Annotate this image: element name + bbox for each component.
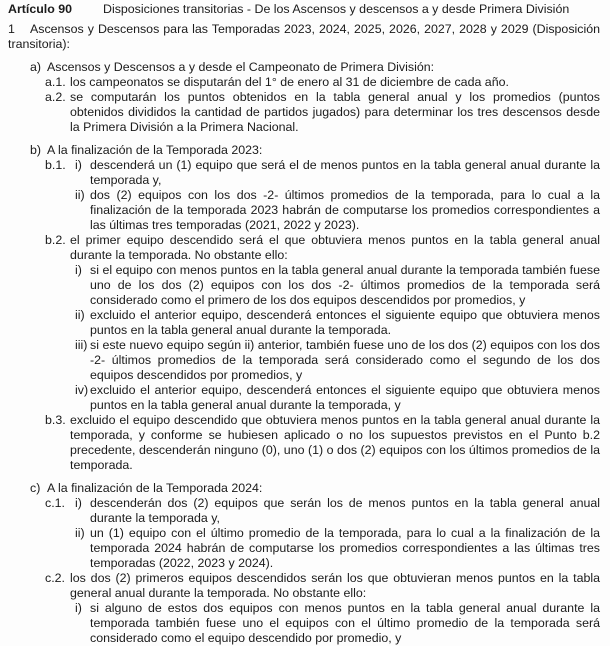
item-b2-sub-iv-marker: iv) <box>75 383 89 397</box>
item-b1-sub-ii-marker: ii) <box>75 188 85 202</box>
item-c1-sub-ii-marker: ii) <box>75 526 85 540</box>
item-b1 <box>45 158 600 233</box>
item-c2 <box>45 571 600 646</box>
item-b1-sub-ii <box>75 188 600 233</box>
item-c2-sub-i-marker: i) <box>75 601 82 615</box>
item-a1-text: los campeonatos se disputarán del 1° de enero al 31 de diciembre de cada año. <box>70 75 509 89</box>
section-b-text: A la finalización de la Temporada 2023: <box>47 143 263 157</box>
item-b2-sub-i <box>75 263 600 308</box>
intro-paragraph <box>8 22 600 52</box>
item-b1-sub-i-text: descenderá un (1) equipo que será el de menos puntos en la tabla general anual durante la temporada y, <box>90 158 600 187</box>
item-b3-text: excluido el equipo descendido que obtuviera menos puntos en la tabla general anual durante la temporada, y conforme se hubiesen aplicado o no los supuestos previstos en el Punto b.2 precedente, descenderán ninguno (0), uno (1) o dos (2) equipos con los últimos promedios de la temporada. <box>70 413 600 472</box>
section-a-heading <box>30 60 600 75</box>
item-c2-marker: c.2. <box>45 571 65 585</box>
item-b3-marker: b.3. <box>45 413 66 427</box>
item-b2-sub-ii <box>75 308 600 338</box>
item-a1 <box>45 75 600 90</box>
section-c <box>8 481 600 646</box>
item-b3 <box>45 413 600 473</box>
item-a2 <box>45 90 600 135</box>
intro-number: 1 <box>8 22 15 36</box>
item-c1-marker: c.1. <box>45 496 65 510</box>
item-c2-text: los dos (2) primeros equipos descendidos serán los que obtuvieran menos puntos en la tabla general anual durante la temporada. No obstante ello: <box>70 571 600 600</box>
section-c-text: A la finalización de la Temporada 2024: <box>47 481 263 495</box>
item-b1-sub-ii-text: dos (2) equipos con los dos -2- últimos promedios de la temporada, para lo cual a la finalización de la temporada 2023 habrán de computarse los promedios correspondientes a las últimas tres temporadas (2021, 2022 y 2023). <box>90 188 600 232</box>
item-c1-sub-i-text: descenderán dos (2) equipos que serán los de menos puntos en la tabla general anual durante la temporada y, <box>90 496 600 525</box>
item-a2-text: se computarán los puntos obtenidos en la tabla general anual y los promedios (puntos obtenidos divididos la cantidad de partidos jugados) para determinar los tres descensos desde la Primera División a la Primera Nacional. <box>70 90 600 134</box>
item-a2-marker: a.2. <box>45 90 66 104</box>
section-c-heading <box>30 481 600 496</box>
item-b2-sub-iii <box>75 338 600 383</box>
section-a-marker: a) <box>30 60 42 74</box>
article-number: Artículo 90 <box>8 2 73 16</box>
item-c1-sub-i <box>75 496 600 526</box>
item-b2 <box>45 233 600 413</box>
section-a-text: Ascensos y Descensos a y desde el Campeonato de Primera División: <box>47 60 435 74</box>
section-b-heading <box>30 143 600 158</box>
item-c1-sub-i-marker: i) <box>75 496 82 510</box>
section-b-marker: b) <box>30 143 42 157</box>
item-c2-sub-i-text: si alguno de estos dos equipos con menos puntos en la tabla general anual durante la temporada también fuese uno el equipos con el último promedio de la temporada será considerado como el equipo descendido por promedio, y <box>90 601 600 645</box>
item-b2-text: el primer equipo descendido será el que obtuviera menos puntos en la tabla general anual durante la temporada. No obstante ello: <box>70 233 600 262</box>
item-b1-sub-i-marker: i) <box>75 158 82 172</box>
item-b2-sub-ii-text: excluido el anterior equipo, descenderá entonces el siguiente equipo que obtuviera menos puntos en la tabla general anual durante la temporada. <box>90 308 600 337</box>
intro-text: Ascensos y Descensos para las Temporadas 2023, 2024, 2025, 2026, 2027, 2028 y 2029 (Disposición transitoria): <box>8 22 600 51</box>
section-a <box>8 60 600 135</box>
item-c2-sub-i <box>75 601 600 646</box>
item-b2-sub-i-text: si el equipo con menos puntos en la tabla general anual durante la temporada también fuese uno de los dos (2) equipos con los dos -2- últimos promedios de la temporada será considerado como el primero de los dos equipos descendidos por promedios, y <box>90 263 600 307</box>
item-c1-sub-ii <box>75 526 600 571</box>
section-b <box>8 143 600 473</box>
item-c1-sub-ii-text: un (1) equipo con el último promedio de la temporada, para lo cual a la finalización de la temporada 2024 habrán de computarse los promedios correspondientes a las últimas tres temporadas (2022, 2023 y 2024). <box>90 526 600 570</box>
item-b2-sub-ii-marker: ii) <box>75 308 85 322</box>
item-b2-marker: b.2. <box>45 233 66 247</box>
item-b1-marker: b.1. <box>45 158 66 172</box>
item-b2-sub-iii-text: si este nuevo equipo según ii) anterior, también fuese uno de los dos (2) equipos con los dos -2- últimos promedios de la temporada será considerado como el segundo de los dos equipos descendidos por promedios, y <box>90 338 600 382</box>
item-b2-sub-iii-marker: iii) <box>75 338 88 352</box>
item-b2-sub-iv <box>75 383 600 413</box>
article-header <box>8 2 600 17</box>
item-b1-sub-i <box>75 158 600 188</box>
section-c-marker: c) <box>30 481 41 495</box>
item-a1-marker: a.1. <box>45 75 66 89</box>
item-b2-sub-i-marker: i) <box>75 263 82 277</box>
item-b2-sub-iv-text: excluido el anterior equipo, descenderá entonces el siguiente equipo que obtuviera menos puntos en la tabla general anual durante la temporada, y <box>90 383 600 412</box>
item-c1 <box>45 496 600 571</box>
article-title: Disposiciones transitorias - De los Ascensos y descensos a y desde Primera División <box>103 2 570 16</box>
